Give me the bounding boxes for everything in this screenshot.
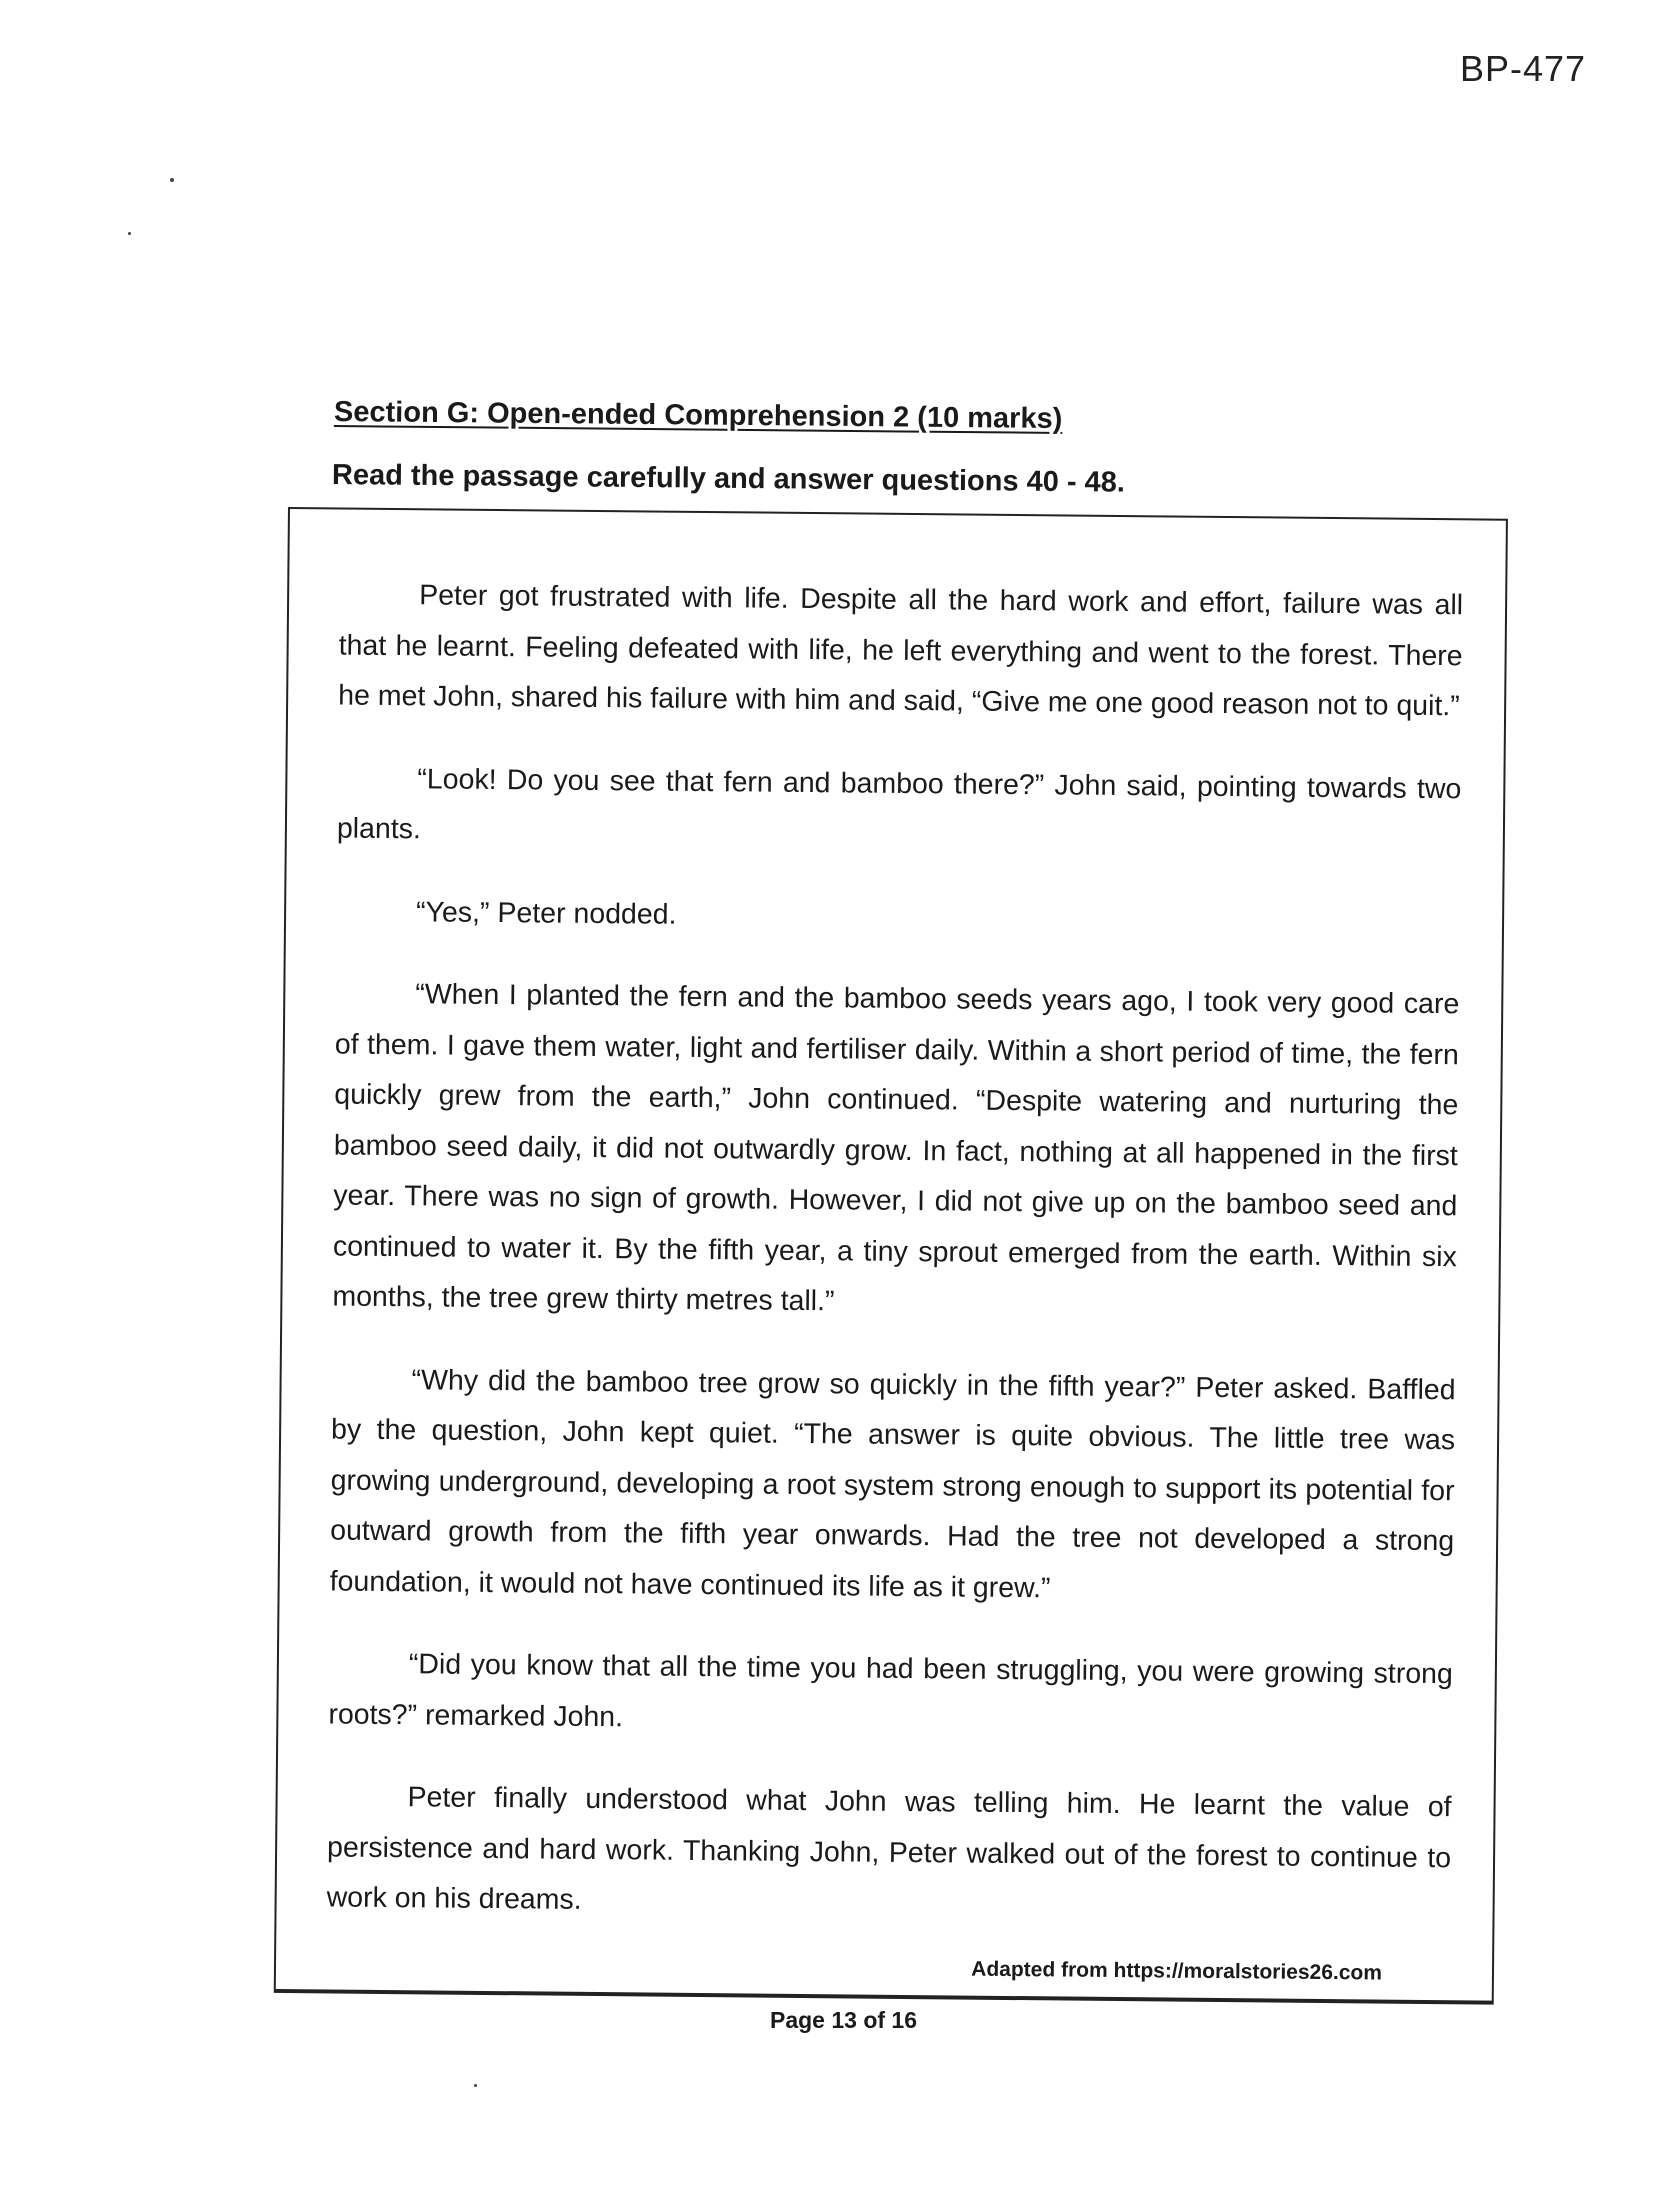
passage-body (326, 569, 1463, 1965)
document-code: BP-477 (1460, 48, 1587, 89)
passage-paragraph: “Look! Do you see that fern and bamboo there?” John said, pointing towards two plants. (336, 762, 1462, 846)
passage-paragraph: Peter finally understood what John was telling him. He learnt the value of persistence and hard work. Thanking John, Peter walked out of the forest to continue to work on his dreams. (326, 1781, 1452, 1916)
passage-paragraph: “Did you know that all the time you had been struggling, you were growing strong roots?” remarked John. (328, 1648, 1454, 1733)
scan-speck (170, 178, 174, 182)
scan-speck (128, 232, 131, 235)
passage-paragraph: “Yes,” Peter nodded. (415, 895, 677, 931)
passage-paragraph: “Why did the bamboo tree grow so quickly in the fifth year?” Peter asked. Baffled by the question, John kept quiet. “The answer is quite obvious. The little tree was growing underground, developing a root system strong enough to support its potential for outward growth from the fifth year onwards. Had the tree not developed a strong foundation, it would not have continued its life as it grew.” (329, 1363, 1456, 1604)
section-instruction: Read the passage carefully and answer questions 40 - 48. (331, 459, 1126, 499)
source-note: Adapted from https://moralstories26.com (971, 1957, 1383, 1985)
page-number: Page 13 of 16 (770, 2007, 918, 2033)
section-title: Section G: Open-ended Comprehension 2 (10 marks) (333, 396, 1063, 435)
passage-box (274, 507, 1508, 2005)
passage-paragraph: “When I planted the fern and the bamboo seeds years ago, I took very good care of them. I gave them water, light and fertiliser daily. Within a short period of time, the fern quickly grew from the earth,” John continued. “Despite watering and nurturing the bamboo seed daily, it did not outwardly grow. In fact, nothing at all happened in the first year. There was no sign of growth. However, I did not give up on the bamboo seed and continued to water it. By the fifth year, a tiny sprout emerged from the earth. Within six months, the tree grew thirty metres tall.” (332, 978, 1460, 1318)
scan-speck (474, 2084, 477, 2087)
passage-paragraph: Peter got frustrated with life. Despite all the hard work and effort, failure was all that he learnt. Feeling defeated with life, he left everything and went to the forest. There he met John, shared his failure with him and said, “Give me one good reason not to quit.” (338, 579, 1464, 723)
